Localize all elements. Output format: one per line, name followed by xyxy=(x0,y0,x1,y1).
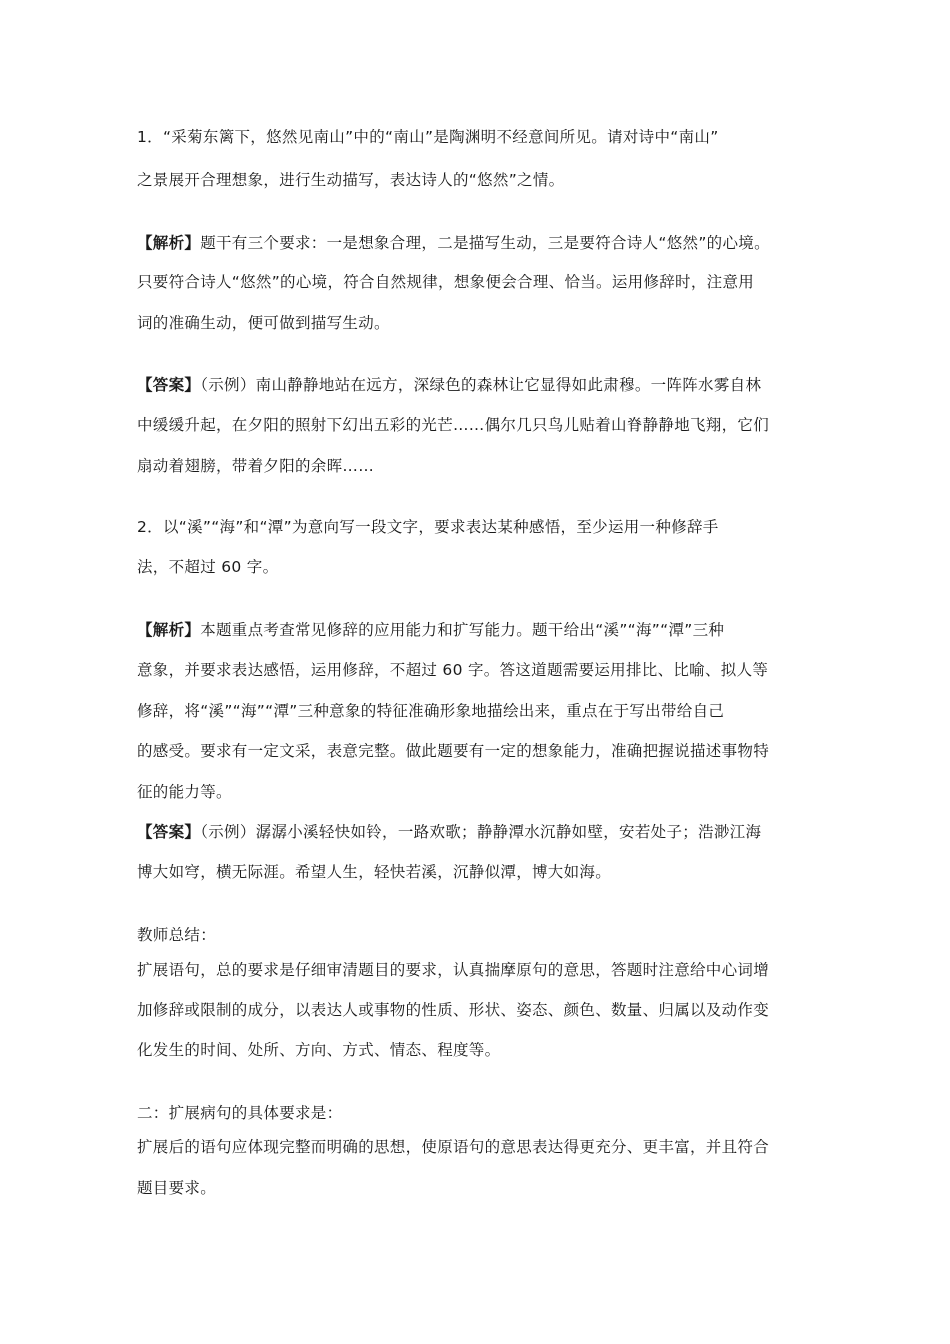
summary-line-1: 扩展语句，总的要求是仔细审清题目的要求，认真揣摩原句的意思，答题时注意给中心词增 xyxy=(137,961,770,979)
analysis-2-line-4: 的感受。要求有一定文采，表意完整。做此题要有一定的想象能力，准确把握说描述事物特 xyxy=(137,742,770,760)
analysis-2-text: 本题重点考查常见修辞的应用能力和扩写能力。题干给出“溪”“海”“潭”三种 xyxy=(200,621,725,639)
answer-1-line-2: 中缓缓升起，在夕阳的照射下幻出五彩的光芒……偶尔几只鸟儿贴着山脊静静地飞翔，它们 xyxy=(137,416,770,434)
question-1-line-2: 之景展开合理想象，进行生动描写，表达诗人的“悠然”之情。 xyxy=(137,171,565,189)
answer-tag: 【答案】 xyxy=(137,376,201,394)
section-2-line-2: 题目要求。 xyxy=(137,1179,217,1197)
analysis-1-line-2: 只要符合诗人“悠然”的心境，符合自然规律，想象便会合理、恰当。运用修辞时，注意用 xyxy=(137,273,755,291)
analysis-2-line-3: 修辞，将“溪”“海”“潭”三种意象的特征准确形象地描绘出来，重点在于写出带给自己 xyxy=(137,702,725,720)
summary-line-3: 化发生的时间、处所、方向、方式、情态、程度等。 xyxy=(137,1041,501,1059)
analysis-2-line-2: 意象，并要求表达感悟，运用修辞，不超过 60 字。答这道题需要运用排比、比喻、拟人等 xyxy=(137,661,769,679)
analysis-2-line-5: 征的能力等。 xyxy=(137,783,232,801)
analysis-tag: 【解析】 xyxy=(137,234,201,252)
analysis-2-line-1 xyxy=(137,620,827,640)
summary-title: 教师总结： xyxy=(137,926,217,944)
question-1-line-1: 1．“采菊东篱下，悠然见南山”中的“南山”是陶渊明不经意间所见。请对诗中“南山” xyxy=(137,128,719,146)
question-2-line-1: 2．以“溪”“海”和“潭”为意向写一段文字，要求表达某种感悟，至少运用一种修辞手 xyxy=(137,518,719,536)
section-2-title: 二：扩展病句的具体要求是： xyxy=(137,1104,343,1122)
answer-2-text: （示例）潺潺小溪轻快如铃，一路欢歌；静静潭水沉静如壁，安若处子；浩渺江海 xyxy=(200,823,762,841)
answer-2-line-2: 博大如穹，横无际涯。希望人生，轻快若溪，沉静似潭，博大如海。 xyxy=(137,863,612,881)
answer-tag: 【答案】 xyxy=(137,823,201,841)
answer-1-line-1 xyxy=(137,375,827,395)
analysis-tag: 【解析】 xyxy=(137,621,201,639)
answer-2-line-1 xyxy=(137,822,827,842)
analysis-1-line-3: 词的准确生动，便可做到描写生动。 xyxy=(137,314,390,332)
question-2-line-2: 法，不超过 60 字。 xyxy=(137,558,279,576)
answer-1-text: （示例）南山静静地站在远方，深绿色的森林让它显得如此肃穆。一阵阵水雾自林 xyxy=(200,376,762,394)
analysis-1-line-1 xyxy=(137,233,827,253)
section-2-line-1: 扩展后的语句应体现完整而明确的思想，使原语句的意思表达得更充分、更丰富，并且符合 xyxy=(137,1138,770,1156)
answer-1-line-3: 扇动着翅膀，带着夕阳的余晖…… xyxy=(137,457,375,475)
summary-line-2: 加修辞或限制的成分，以表达人或事物的性质、形状、姿态、颜色、数量、归属以及动作变 xyxy=(137,1001,770,1019)
analysis-1-text: 题干有三个要求：一是想象合理，二是描写生动，三是要符合诗人“悠然”的心境。 xyxy=(200,234,770,252)
